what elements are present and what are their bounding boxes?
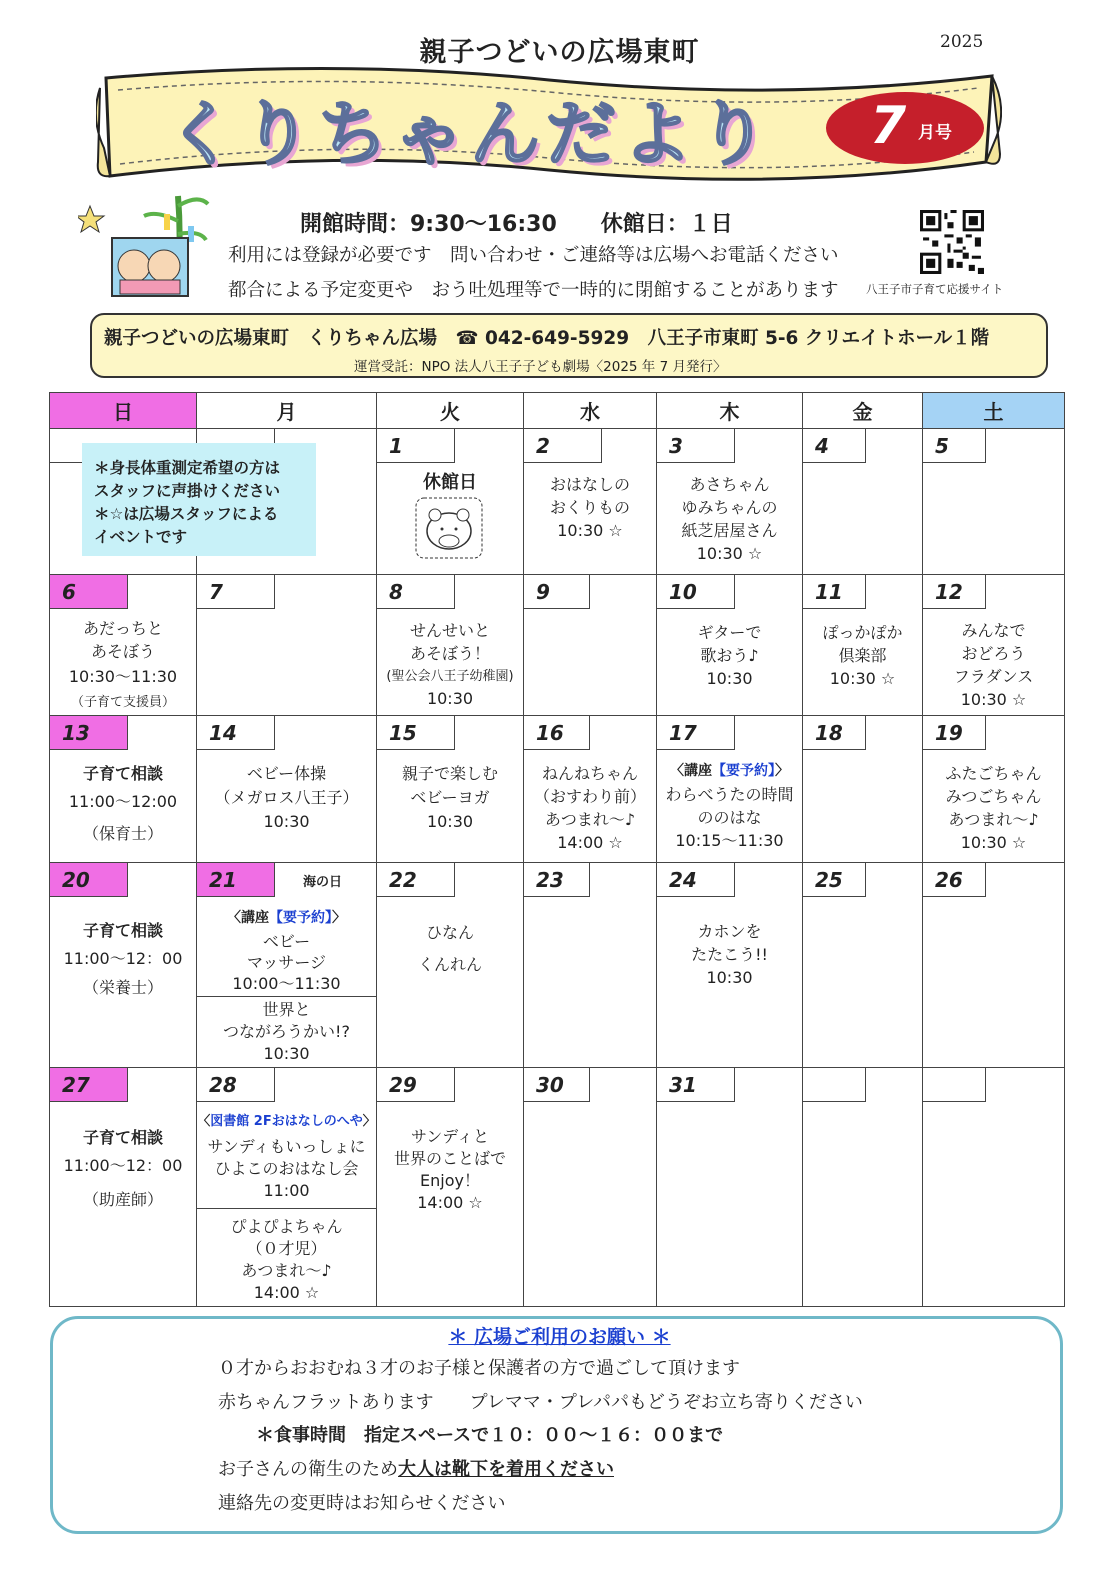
day-number-empty xyxy=(803,1068,866,1102)
rule-socks: 大人は靴下を着用ください xyxy=(398,1459,614,1480)
day-cell-empty xyxy=(923,1068,1065,1307)
weekday-wed: 水 xyxy=(524,393,657,429)
event-text: ぽっかぽか 倶楽部 10:30 ☆ xyxy=(822,623,903,688)
day-number-empty xyxy=(923,1068,986,1102)
newsletter-title: くりちゃんだより xyxy=(166,93,774,175)
day-number: 17 xyxy=(657,716,735,750)
weekday-mon: 月 xyxy=(197,393,377,429)
event-text: ねんねちゃん （おすわり前） あつまれ〜♪ 14:00 ☆ xyxy=(533,764,646,852)
month-unit: 月号 xyxy=(918,123,952,143)
qr-code[interactable] xyxy=(920,210,984,274)
event-text: ふたごちゃん みつごちゃん あつまれ〜♪ 10:30 ☆ xyxy=(945,764,1042,852)
day-cell-9[interactable] xyxy=(524,575,657,716)
event-note: (聖公会八王子幼稚園) xyxy=(386,669,514,684)
operator-line: 運営受託：NPO 法人八王子子ども劇場〈2025 年 7 月発行〉 xyxy=(354,359,727,375)
day-number: 16 xyxy=(524,716,590,750)
day-cell-26[interactable] xyxy=(923,863,1065,1068)
day-number: 25 xyxy=(803,863,866,897)
closed-day-illustration xyxy=(415,497,483,559)
weekday-fri: 金 xyxy=(803,393,923,429)
day-cell-31[interactable] xyxy=(657,1068,803,1307)
closure-notice: 都合による予定変更や おう吐処理等で一時的に閉館することがあります xyxy=(228,280,839,301)
day-cell-16[interactable] xyxy=(524,716,657,863)
day-number: 9 xyxy=(524,575,590,609)
day-cell-28[interactable] xyxy=(197,1068,377,1307)
event-text-2: ぴよぴよちゃん （０才児） あつまれ〜♪ 14:00 ☆ xyxy=(230,1217,343,1302)
event-note: （栄養士） xyxy=(82,978,163,997)
day-number: 8 xyxy=(377,575,455,609)
day-number: 12 xyxy=(923,575,986,609)
event-text: わらべうたの時間 ののはな 10:15〜11:30 xyxy=(665,785,794,850)
day-cell-12[interactable] xyxy=(923,575,1065,716)
day-number: 27 xyxy=(50,1068,128,1102)
day-number: 26 xyxy=(923,863,986,897)
weekday-sat: 土 xyxy=(923,393,1065,429)
day-cell-27[interactable] xyxy=(50,1068,197,1307)
day-number: 11 xyxy=(803,575,866,609)
day-number: 29 xyxy=(377,1068,455,1102)
course-tag xyxy=(197,907,376,930)
weekday-thu: 木 xyxy=(657,393,803,429)
day-cell-24[interactable] xyxy=(657,863,803,1068)
day-cell-21[interactable] xyxy=(197,863,377,1068)
day-cell-19[interactable] xyxy=(923,716,1065,863)
day-cell-5[interactable] xyxy=(923,429,1065,575)
usage-rules-title: ＊ 広場ご利用のお願い ＊ xyxy=(448,1326,671,1348)
organization-title: 親子つどいの広場東町 xyxy=(419,37,700,68)
staff-note-box: ＊身長体重測定希望の方は スタッフに声掛けください ＊☆は広場スタッフによる イベントです xyxy=(82,443,316,556)
day-cell-8[interactable] xyxy=(377,575,524,716)
tag-prefix: 〈講座 xyxy=(227,910,269,926)
event-text: あだっちと あそぼう xyxy=(82,619,163,661)
day-cell-3[interactable] xyxy=(657,429,803,575)
event-text: 子育て相談 xyxy=(82,764,163,783)
event-text: ギターで 歌おう♪ 10:30 xyxy=(697,623,762,688)
event-note: （助産師） xyxy=(82,1190,163,1209)
day-cell-23[interactable] xyxy=(524,863,657,1068)
cell-divider xyxy=(197,1208,376,1209)
day-number: 22 xyxy=(377,863,455,897)
registration-note: 利用には登録が必要です 問い合わせ・ご連絡等は広場へお電話ください xyxy=(228,245,839,266)
event-note: （子育て支援員） xyxy=(70,695,175,710)
reservation-required: 【要予約】 xyxy=(269,910,332,926)
day-number: 13 xyxy=(50,716,128,750)
day-number: 1 xyxy=(377,429,455,463)
cell-divider xyxy=(197,996,376,997)
library-location: 図書館 2Fおはなしのへや xyxy=(210,1114,363,1129)
event-time: 10:30 xyxy=(426,689,474,708)
day-cell-11[interactable] xyxy=(803,575,923,716)
day-cell-29[interactable] xyxy=(377,1068,524,1307)
rule-hygiene xyxy=(218,1455,614,1481)
day-number: 28 xyxy=(197,1068,275,1102)
day-number: 31 xyxy=(657,1068,735,1102)
day-number: 6 xyxy=(50,575,128,609)
day-number: 10 xyxy=(657,575,735,609)
day-cell-30[interactable] xyxy=(524,1068,657,1307)
rule-contact-change: 連絡先の変更時はお知らせください xyxy=(218,1493,506,1514)
event-note: （保育士） xyxy=(82,824,163,843)
day-number: 2 xyxy=(524,429,602,463)
rule-hygiene-text: お子さんの衛生のため xyxy=(218,1459,398,1480)
day-cell-22[interactable] xyxy=(377,863,524,1068)
event-text: サンディもいっしょに ひよこのおはなし会 11:00 xyxy=(207,1137,366,1200)
day-cell-7[interactable] xyxy=(197,575,377,716)
tag-suffix: 〉 xyxy=(362,1114,376,1129)
tag-prefix: 〈 xyxy=(197,1114,211,1129)
day-cell-6[interactable] xyxy=(50,575,197,716)
day-cell-17[interactable] xyxy=(657,716,803,863)
weekday-sun: 日 xyxy=(50,393,197,429)
day-cell-empty xyxy=(803,1068,923,1307)
day-number: 4 xyxy=(803,429,866,463)
day-cell-10[interactable] xyxy=(657,575,803,716)
day-cell-2[interactable] xyxy=(524,429,657,575)
qr-caption: 八王子市子育て応援サイト xyxy=(866,282,1004,296)
day-number: 18 xyxy=(803,716,866,750)
tag-prefix: 〈講座 xyxy=(670,763,712,779)
event-text: 子育て相談 xyxy=(82,921,163,940)
contact-box xyxy=(90,313,1048,378)
tanabata-illustration xyxy=(78,186,210,298)
weekday-tue: 火 xyxy=(377,393,524,429)
day-cell-4[interactable] xyxy=(803,429,923,575)
day-number: 21 xyxy=(197,863,275,897)
event-text: カホンを たたこう!! 10:30 xyxy=(691,922,768,987)
day-number: 5 xyxy=(923,429,986,463)
day-cell-13[interactable] xyxy=(50,716,197,863)
course-tag xyxy=(657,760,802,783)
rule-age: ０才からおおむね３才のお子様と保護者の方で過ごして頂けます xyxy=(218,1358,740,1379)
event-text: ベビー体操 （メガロス八王子） 10:30 xyxy=(214,764,359,831)
day-number: 23 xyxy=(524,863,590,897)
event-text: あさちゃん ゆみちゃんの 紙芝居屋さん 10:30 ☆ xyxy=(681,475,778,563)
day-cell-14[interactable] xyxy=(197,716,377,863)
day-number: 3 xyxy=(657,429,735,463)
day-number: 15 xyxy=(377,716,455,750)
event-text: おはなしの おくりもの 10:30 ☆ xyxy=(549,475,630,540)
day-number: 19 xyxy=(923,716,986,750)
day-number: 20 xyxy=(50,863,128,897)
event-time: 10:30〜11:30 xyxy=(68,667,178,686)
event-text: 休館日 xyxy=(423,472,477,493)
library-tag xyxy=(197,1110,376,1133)
event-time: 11:00〜12：00 xyxy=(63,1156,183,1175)
event-text: ベビー マッサージ 10:00〜11:30 xyxy=(232,932,341,993)
day-number: 30 xyxy=(524,1068,590,1102)
day-number: 7 xyxy=(197,575,275,609)
event-time: 11:00〜12：00 xyxy=(63,949,183,968)
day-number: 24 xyxy=(657,863,735,897)
tag-suffix: 〉 xyxy=(775,763,789,779)
contact-line: 親子つどいの広場東町 くりちゃん広場 ☎ 042-649-5929 八王子市東町 5-6 クリエイトホール１階 xyxy=(104,328,990,349)
event-text: みんなで おどろう フラダンス 10:30 ☆ xyxy=(953,621,1034,709)
event-text: 子育て相談 xyxy=(82,1128,163,1147)
event-time: 11:00〜12:00 xyxy=(68,792,178,811)
day-number: 14 xyxy=(197,716,275,750)
event-text: 親子で楽しむ ベビーヨガ 10:30 xyxy=(401,764,498,831)
opening-hours: 開館時間：9:30〜16:30 休館日：１日 xyxy=(300,212,733,237)
tag-suffix: 〉 xyxy=(332,910,346,926)
event-text-2: 世界と つながろうかい!? 10:30 xyxy=(223,1000,350,1063)
year-label: 2025 xyxy=(940,32,984,52)
rule-meal-time: ＊食事時間 指定スペースで１０：００〜１６：００まで xyxy=(256,1425,724,1446)
event-text: ひなん くんれん xyxy=(417,923,482,974)
day-cell-1[interactable] xyxy=(377,429,524,575)
day-cell-18[interactable] xyxy=(803,716,923,863)
month-number: 7 xyxy=(870,96,907,156)
month-badge xyxy=(826,92,984,164)
event-text: せんせいと あそぼう！ xyxy=(409,621,490,663)
day-cell-25[interactable] xyxy=(803,863,923,1068)
event-text: サンディと 世界のことばで Enjoy！ 14:00 ☆ xyxy=(393,1127,506,1212)
day-cell-15[interactable] xyxy=(377,716,524,863)
rule-baby-flat: 赤ちゃんフラットあります プレママ・プレパパもどうぞお立ち寄りください xyxy=(218,1392,863,1413)
holiday-label: 海の日 xyxy=(303,875,343,890)
reservation-required: 【要予約】 xyxy=(712,763,775,779)
day-cell-20[interactable] xyxy=(50,863,197,1068)
